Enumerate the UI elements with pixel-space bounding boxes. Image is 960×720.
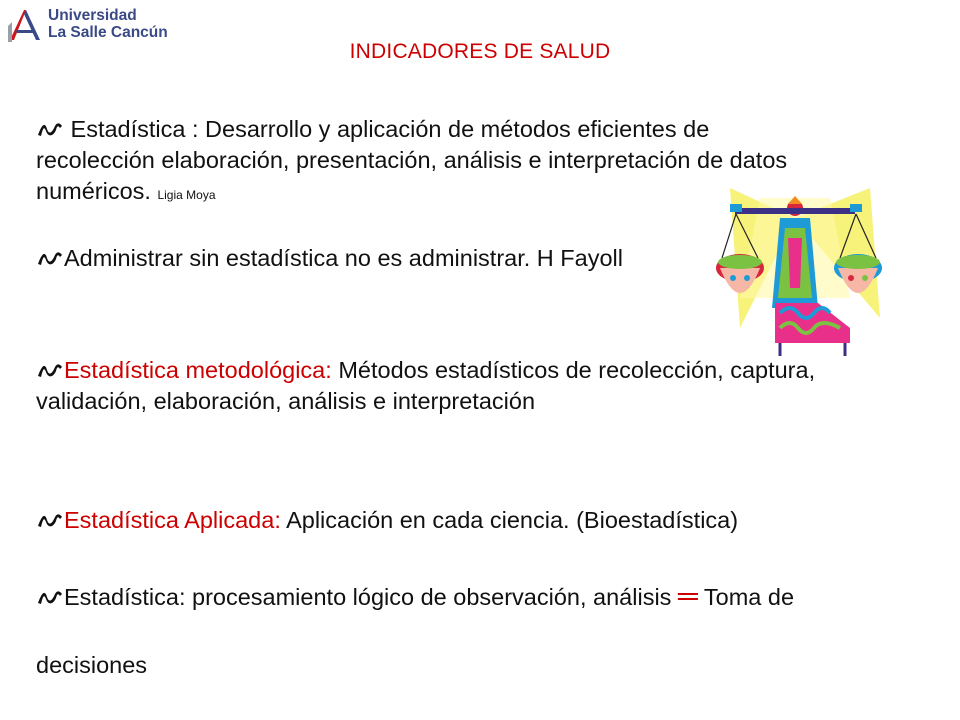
university-logo	[6, 4, 176, 44]
processing-text: Estadística: procesamiento lógico de observación, análisis	[64, 584, 678, 610]
definition-line2: recolección elaboración, presentación, análisis e interpretación de datos	[36, 147, 788, 173]
page-title: INDICADORES DE SALUD	[349, 40, 611, 63]
bullet-swash-icon	[36, 511, 64, 529]
paragraph-methodological	[36, 355, 815, 417]
justice-scale-clipart	[700, 178, 890, 358]
applied-label: Estadística Aplicada:	[64, 507, 281, 533]
methodological-label: Estadística metodológica:	[64, 357, 332, 383]
bullet-swash-icon	[36, 361, 64, 379]
paragraph-definition	[36, 114, 787, 211]
paragraph-processing	[36, 580, 794, 613]
logo-mark-icon	[6, 4, 44, 44]
equals-symbol: ═	[677, 580, 698, 611]
logo-line1: Universidad	[48, 7, 137, 24]
methodological-line1: Métodos estadísticos de recolección, captura,	[331, 357, 816, 383]
bullet-swash-icon	[36, 588, 64, 606]
logo-text	[48, 7, 168, 41]
bullet-swash-icon	[36, 249, 64, 267]
processing-tail: Toma de	[697, 584, 795, 610]
definition-author: Ligia Moya	[157, 188, 216, 202]
definition-line3: numéricos.	[36, 178, 158, 204]
definition-line1: Estadística : Desarrollo y aplicación de métodos eficientes de	[64, 116, 710, 142]
applied-text: Aplicación en cada ciencia. (Bioestadística)	[280, 507, 739, 533]
paragraph-applied	[36, 505, 738, 536]
methodological-line2: validación, elaboración, análisis e interpretación	[36, 388, 536, 414]
logo-line2: La Salle Cancún	[48, 24, 168, 41]
paragraph-fayol-quote	[36, 243, 623, 274]
bullet-swash-icon	[36, 120, 64, 138]
processing-line2: decisiones	[36, 652, 148, 678]
fayol-quote-text: Administrar sin estadística no es administrar. H Fayoll	[64, 245, 623, 271]
